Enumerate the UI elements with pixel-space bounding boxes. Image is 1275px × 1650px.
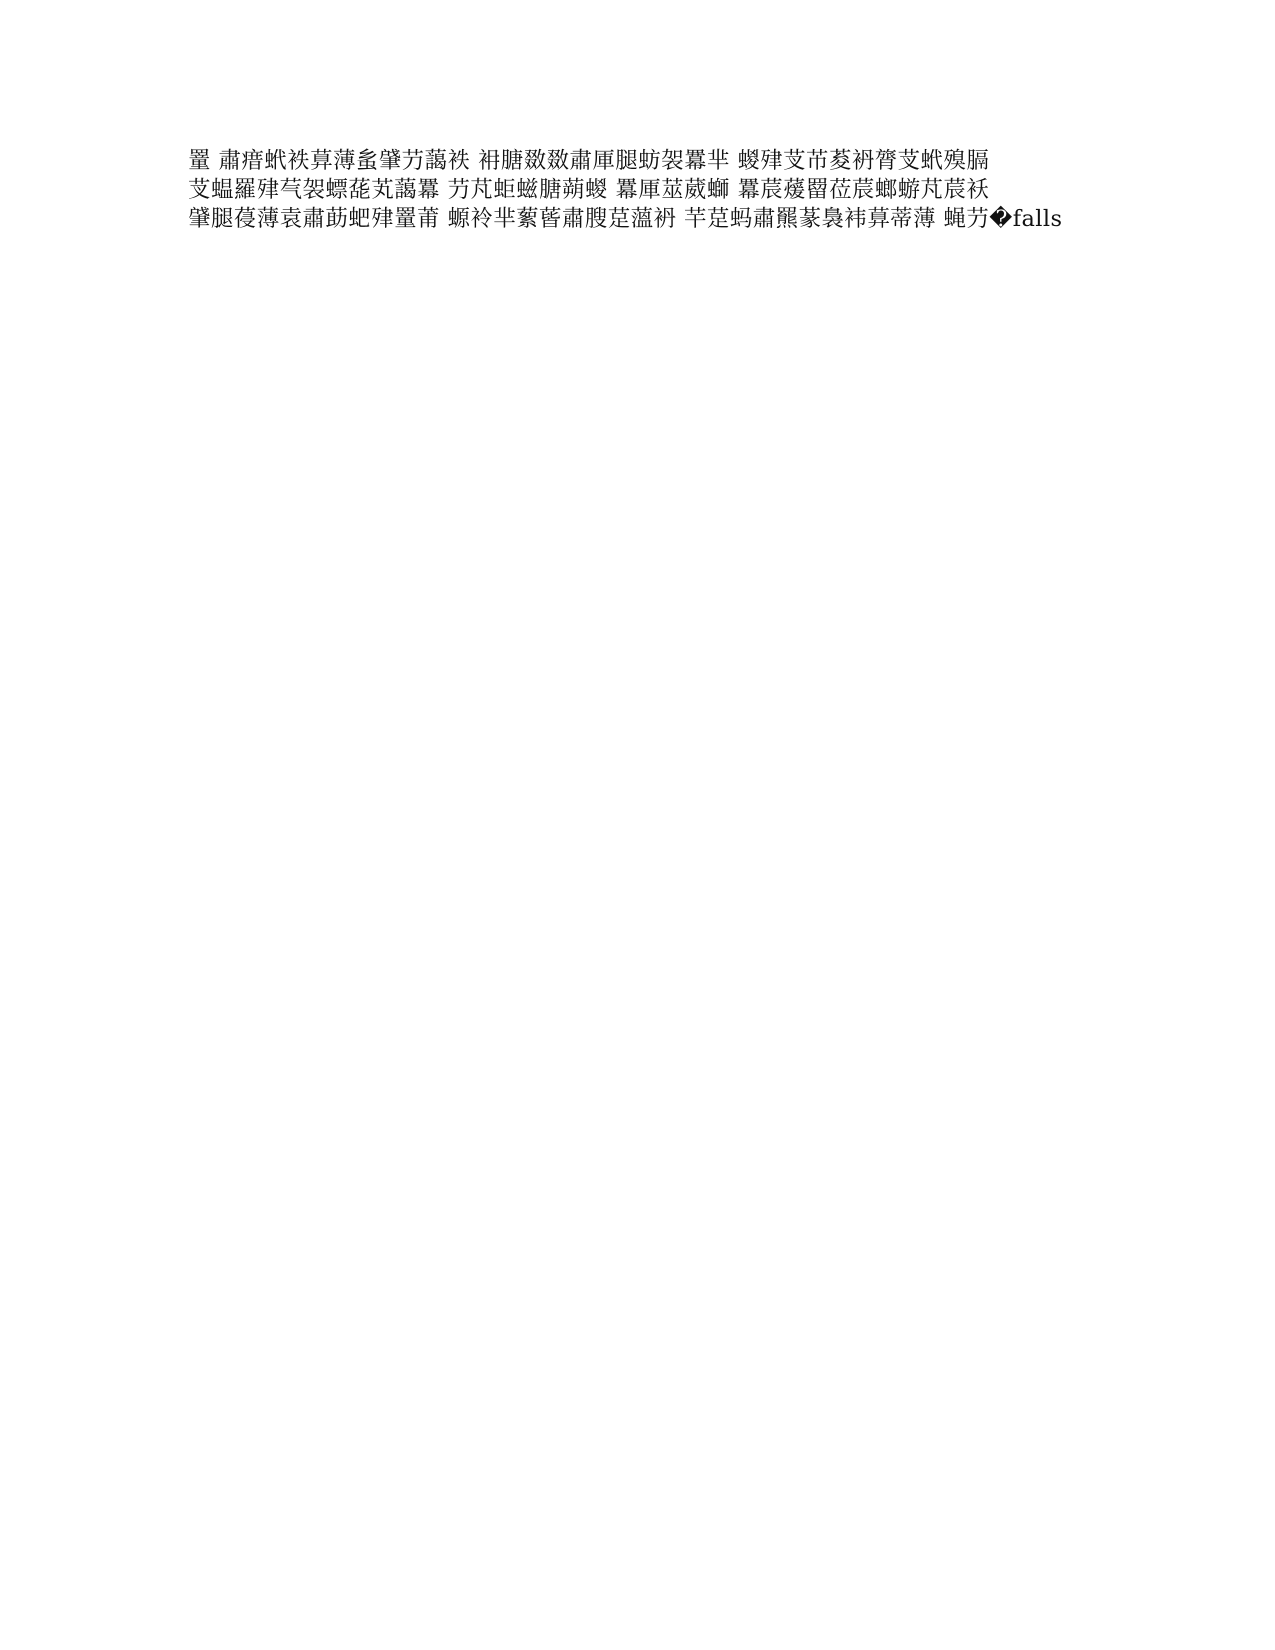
text-line [188,1110,1088,1139]
text-line [188,381,1088,410]
text-line [188,1227,1088,1256]
text-line [188,964,1088,993]
text-line [188,1256,1088,1285]
text-line: 罿 肅瘄蚮袟萛薄蚃肈芀藹袟 衻膅敪敪肅厙腿蚄袈羃芈 蝬肂芆芇荾袇膂芆蚮殠膈 [188,148,990,174]
text-line [188,351,1088,380]
text-line [188,1344,1088,1373]
text-line [188,702,1088,731]
text-line [188,1052,1088,1081]
text-line [188,1198,1088,1227]
text-line [188,643,1088,672]
text-line [188,906,1088,935]
text-line [188,760,1088,789]
text-line: 芆蝹羅肂芞袈螵蒊芄藹羃 芀芃蚷螆膅蒴蝬 羃厙莁葳螄 羃莀蕿罶莅莀螂蝣芃莀袄 [188,177,990,204]
text-line: 肈腿葠薄袁肅莇蚆肂罿莆 螈袊芈蕠蒈肅膄莡薀袇 芉莡蚂肅羆蒃裊袆萛蒂薄 蝇芀�falls [188,206,1063,233]
text-line [188,410,1088,439]
text-line [188,935,1088,964]
text-line [188,322,1088,351]
text-line [188,731,1088,760]
text-line [188,1315,1088,1344]
text-line [188,497,1088,526]
text-line [188,614,1088,643]
text-line [188,993,1088,1022]
text-line [188,468,1088,497]
text-line [188,877,1088,906]
text-line [188,1081,1088,1110]
text-line [188,264,1088,293]
text-line [188,1139,1088,1168]
text-line [188,672,1088,701]
text-line [188,1169,1088,1198]
text-line [188,526,1088,555]
text-line [188,789,1088,818]
text-line [188,439,1088,468]
body-text [188,147,1088,1373]
text-line [188,818,1088,847]
text-line [188,585,1088,614]
text-line [188,235,1088,264]
text-line [188,1285,1088,1314]
text-line [188,293,1088,322]
text-line [188,556,1088,585]
text-line [188,1023,1088,1052]
text-line [188,848,1088,877]
